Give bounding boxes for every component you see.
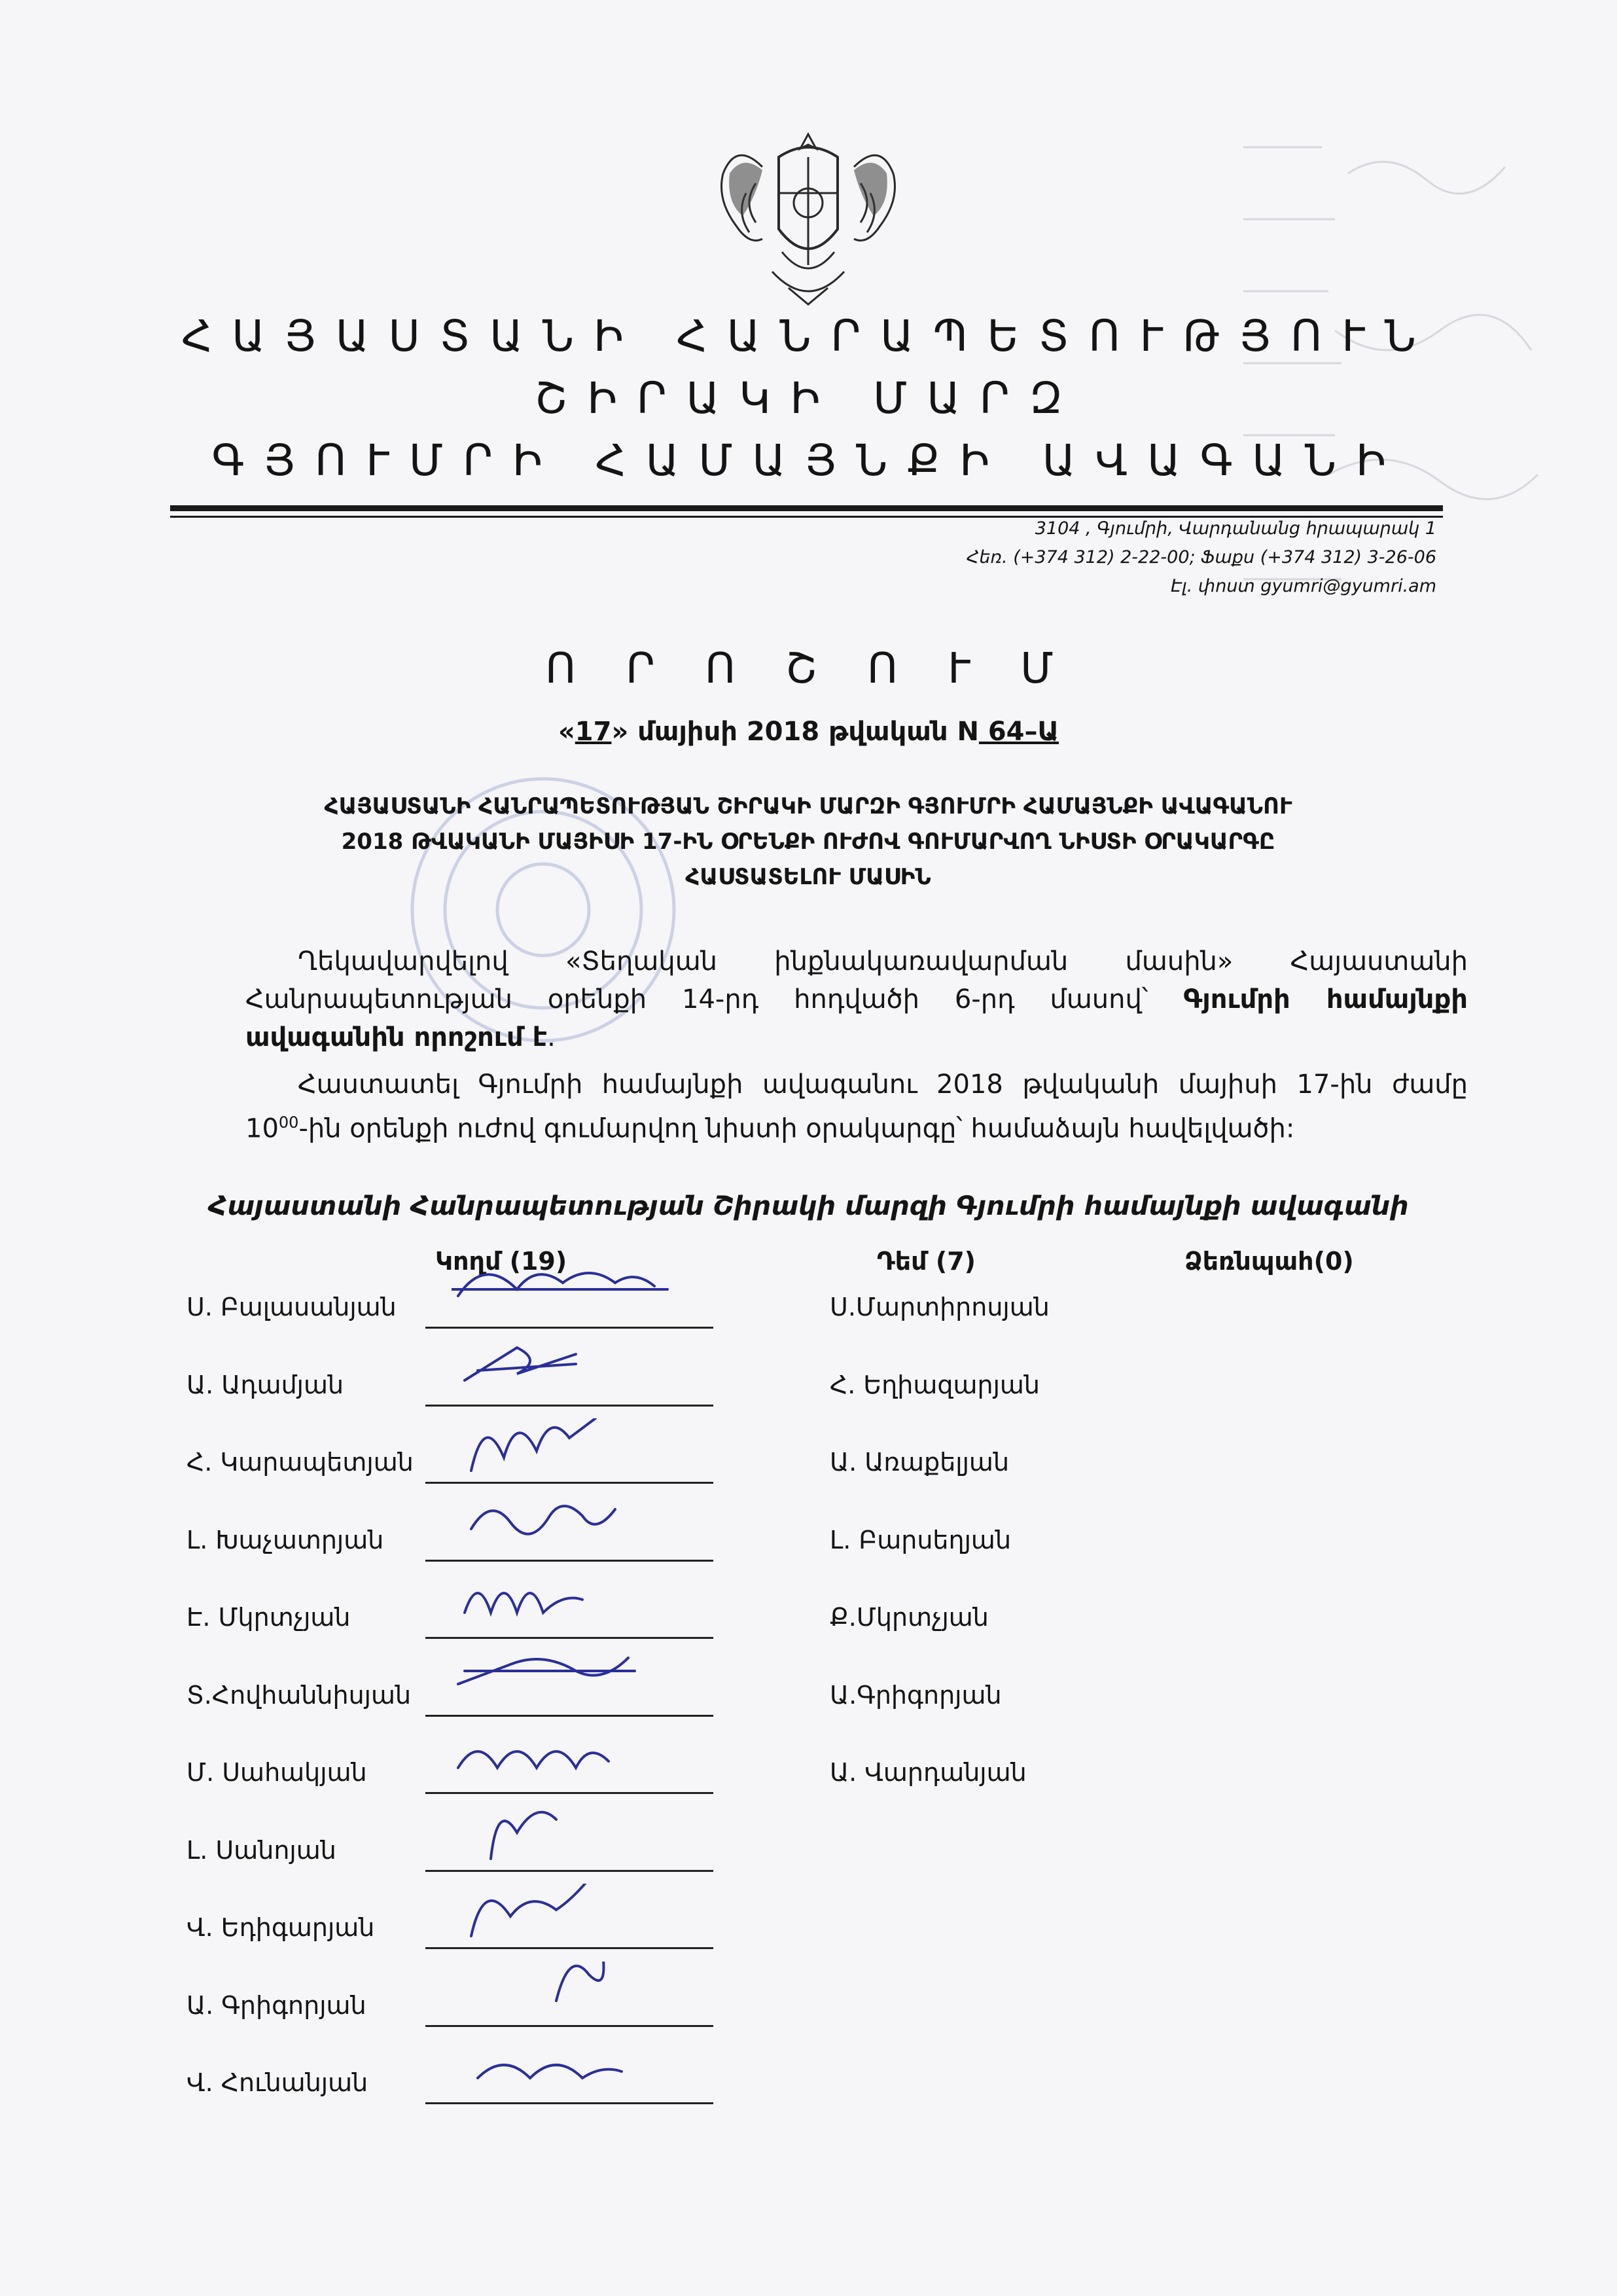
subject-line-1: ՀԱՅԱՍՏԱՆԻ ՀԱՆՐԱՊԵՏՈՒԹՅԱՆ ՇԻՐԱԿԻ ՄԱՐԶԻ ԳՅՈՒՄՐԻ ՀԱՄԱՅՆՔԻ ԱՎԱԳԱՆՈՒ	[324, 793, 1292, 819]
against-voter-name: Ա.Գրիգորյան	[830, 1680, 1002, 1710]
para2-time-minutes: 00	[278, 1113, 299, 1132]
header-region: ՇԻՐԱԿԻ ՄԱՐԶ	[535, 373, 1082, 423]
header-council: ԳՅՈՒՄՐԻ ՀԱՄԱՅՆՔԻ ԱՎԱԳԱՆԻ	[211, 435, 1406, 486]
for-voter-name: Մ. Սահակյան	[187, 1758, 367, 1787]
handwritten-signature	[452, 1418, 687, 1490]
against-voter-name: Ա. Վարդանյան	[830, 1758, 1027, 1787]
subject-line-2: 2018 ԹՎԱԿԱՆԻ ՄԱՅԻՍԻ 17-ԻՆ ՕՐԵՆՔԻ ՈՒԺՈՎ ԳՈՒՄԱՐՎՈՂ ՆԻՍՏԻ ՕՐԱԿԱՐԳԸ	[341, 829, 1275, 855]
decision-number: 64–Ա	[978, 717, 1059, 747]
para1-line2-text: Հանրապետության օրենքի 14-րդ հոդվածի 6-րդ մասով՝	[245, 984, 1184, 1014]
handwritten-signature	[452, 1806, 687, 1878]
para2-line2	[245, 1103, 1468, 1147]
handwritten-signature	[452, 2039, 687, 2111]
for-voter-name: Տ.Հովհաննիսյան	[187, 1680, 412, 1710]
date-open-quote: «	[558, 717, 575, 747]
date-day: 17	[575, 717, 612, 747]
against-voter-name: Ս.Մարտիրոսյան	[830, 1293, 1050, 1321]
para1-line2-bold: Գյումրի համայնքի	[1183, 984, 1468, 1014]
for-voter-name: Ա. Ադամյան	[187, 1370, 344, 1399]
armenia-coat-of-arms-icon	[717, 121, 900, 311]
council-title: Հայաստանի Հանրապետության Շիրակի մարզի Գյումրի համայնքի ավագանի	[208, 1191, 1409, 1221]
for-voter-name: Ս. Բալասանյան	[187, 1293, 397, 1321]
address-line-1: 3104 , Գյումրի, Վարդանանց հրապարակ 1	[1035, 518, 1436, 539]
para1-line2	[245, 980, 1468, 1018]
for-voter-name: Է. Մկրտչյան	[187, 1603, 351, 1632]
decision-date-line	[0, 717, 1617, 747]
subject-line-3: ՀԱՍՏԱՏԵԼՈՒ ՄԱՍԻՆ	[685, 864, 931, 890]
decision-subject	[249, 789, 1368, 895]
handwritten-signature	[452, 1884, 687, 1956]
para1-line3-end: .	[547, 1022, 556, 1052]
for-voter-name: Ա. Գրիգորյան	[187, 1990, 366, 2020]
for-column-header: Կողմ (19)	[435, 1247, 567, 1276]
para1-line3-bold: ավագանին որոշում է	[245, 1022, 548, 1052]
for-voter-name: Լ. Խաչատրյան	[187, 1525, 384, 1554]
against-voter-name: Ք.Մկրտչյան	[830, 1603, 989, 1632]
handwritten-signature	[452, 1962, 687, 2034]
against-voter-name: Ա. Առաքելյան	[830, 1448, 1010, 1477]
header-divider-thin	[170, 516, 1443, 518]
handwritten-signature	[452, 1729, 687, 1801]
against-voter-name: Լ. Բարսեղյան	[830, 1525, 1012, 1554]
handwritten-signature	[452, 1341, 687, 1413]
handwritten-signature	[452, 1496, 687, 1568]
handwritten-signature	[452, 1263, 687, 1335]
for-voter-name: Լ. Սանոյան	[187, 1835, 336, 1865]
para2-line2-text: -ին օրենքի ուժով գումարվող նիստի օրակարգը՝ համաձայն հավելվածի:	[298, 1113, 1295, 1144]
bleed-through-icon	[1217, 134, 1557, 723]
para2-time-hour: 10	[245, 1113, 279, 1144]
header-divider-thick	[170, 505, 1443, 511]
address-line-3: Էլ. փոստ gyumri@gyumri.am	[1171, 576, 1436, 596]
date-middle: » մայիսի 2018 թվական N	[611, 717, 979, 747]
for-voter-name: Հ. Կարապետյան	[187, 1448, 414, 1477]
handwritten-signature	[452, 1573, 687, 1645]
para1-line1: Ղեկավարվելով «Տեղական ինքնակառավարման մասին» Հայաստանի	[298, 946, 1468, 977]
header-country: ՀԱՅԱՍՏԱՆԻ ՀԱՆՐԱՊԵՏՈՒԹՅՈՒՆ	[181, 311, 1436, 361]
bleed-through-marks	[1217, 134, 1557, 729]
for-voter-name: Վ. Հունանյան	[187, 2068, 368, 2097]
address-line-2: Հեռ. (+374 312) 2-22-00; Ֆաքս (+374 312) 3-26-06	[967, 547, 1436, 567]
for-voter-name: Վ. Եդիգարյան	[187, 1913, 375, 1942]
para1-line3	[245, 1018, 1468, 1056]
handwritten-signature	[452, 1651, 687, 1723]
against-voter-name: Հ. Եղիազարյան	[830, 1370, 1040, 1399]
para2-line1: Հաստատել Գյումրի համայնքի ավագանու 2018 թվականի մայիսի 17-ին ժամը	[298, 1069, 1468, 1100]
against-column-header: Դեմ (7)	[877, 1247, 976, 1276]
decision-title: Ո Ր Ո Շ Ո Ւ Մ	[545, 645, 1072, 693]
abstain-column-header: Ձեռնպահ(0)	[1184, 1247, 1354, 1276]
